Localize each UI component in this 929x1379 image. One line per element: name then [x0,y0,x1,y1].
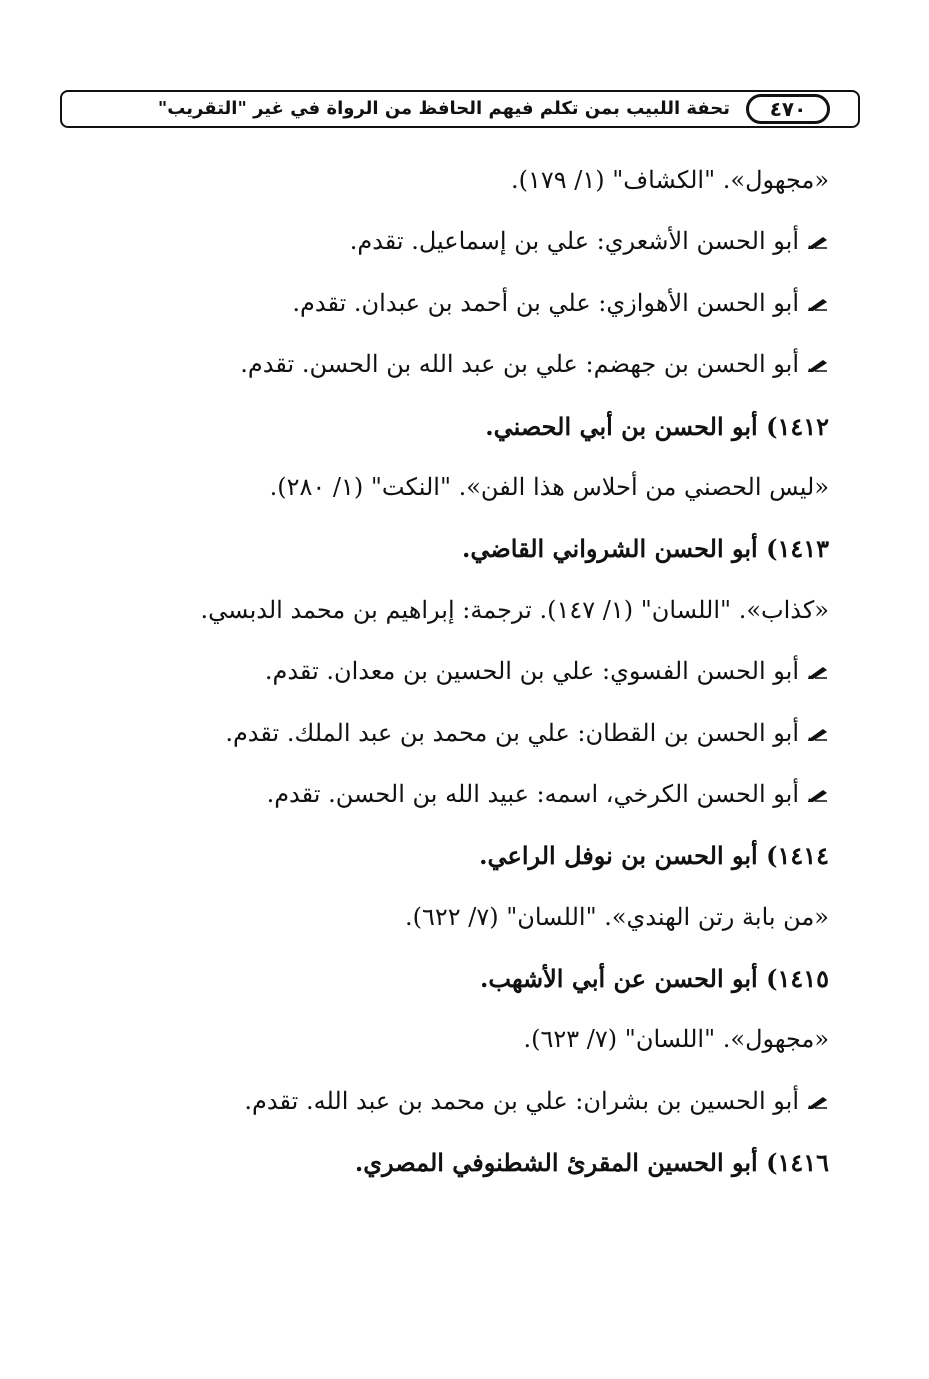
cross-reference-line [109,764,829,825]
pen-icon [807,664,829,680]
line-text: «ليس الحصني من أحلاس هذا الفن». "النكت" (١/ ٢٨٠). [269,472,829,501]
line-text: ١٤١٤) أبو الحسن بن نوفل الراعي. [479,841,829,871]
entry-heading [109,948,829,1009]
pen-icon [807,234,829,250]
cross-reference-line [109,211,829,272]
line-text: أبو الحسين بن بشران: علي بن محمد بن عبد الله. تقدم. [244,1086,799,1115]
pen-icon [807,357,829,373]
text-line [109,150,829,211]
book-title: تحفة اللبيب بمن تكلم فيهم الحافظ من الرواة في غير "التقريب" [157,98,730,119]
pen-icon [807,726,829,742]
pen-icon [807,296,829,312]
line-text: أبو الحسن بن القطان: علي بن محمد بن عبد الملك. تقدم. [225,718,799,747]
line-text: ١٤١٦) أبو الحسين المقرئ الشطنوفي المصري. [354,1148,829,1178]
text-line [109,887,829,948]
pen-icon [807,787,829,803]
cross-reference-line [109,641,829,702]
line-text: ١٤١٢) أبو الحسن بن أبي الحصني. [485,411,829,441]
line-text: أبو الحسن الأشعري: علي بن إسماعيل. تقدم. [349,227,799,256]
entry-heading [109,825,829,886]
line-text: ١٤١٣) أبو الحسن الشرواني القاضي. [462,534,829,564]
text-line [109,1009,829,1070]
pen-icon [807,1094,829,1110]
page-number: ٤٧٠ [746,94,830,124]
cross-reference-line [109,334,829,395]
line-text: أبو الحسن بن جهضم: علي بن عبد الله بن الحسن. تقدم. [240,350,799,379]
line-text: «مجهول». "اللسان" (٧/ ٦٢٣). [523,1025,829,1054]
entry-heading [109,518,829,579]
line-text: «مجهول». "الكشاف" (١/ ١٧٩). [510,166,829,194]
entry-heading [109,1132,829,1193]
cross-reference-line [109,273,829,334]
running-header [60,90,860,128]
line-text: «من بابة رتن الهندي». "اللسان" (٧/ ٦٢٢). [404,902,829,931]
cross-reference-line [109,703,829,764]
cross-reference-line [109,1071,829,1132]
text-line [109,457,829,518]
line-text: أبو الحسن الكرخي، اسمه: عبيد الله بن الحسن. تقدم. [266,779,799,808]
line-text: ١٤١٥) أبو الحسن عن أبي الأشهب. [480,964,829,994]
page-body [109,150,829,1194]
line-text: أبو الحسن الأهوازي: علي بن أحمد بن عبدان. تقدم. [292,288,799,317]
line-text: أبو الحسن الفسوي: علي بن الحسين بن معدان. تقدم. [264,657,799,686]
text-line [109,580,829,641]
line-text: «كذاب». "اللسان" (١/ ١٤٧). ترجمة: إبراهيم بن محمد الدبسي. [200,595,829,624]
entry-heading [109,396,829,457]
